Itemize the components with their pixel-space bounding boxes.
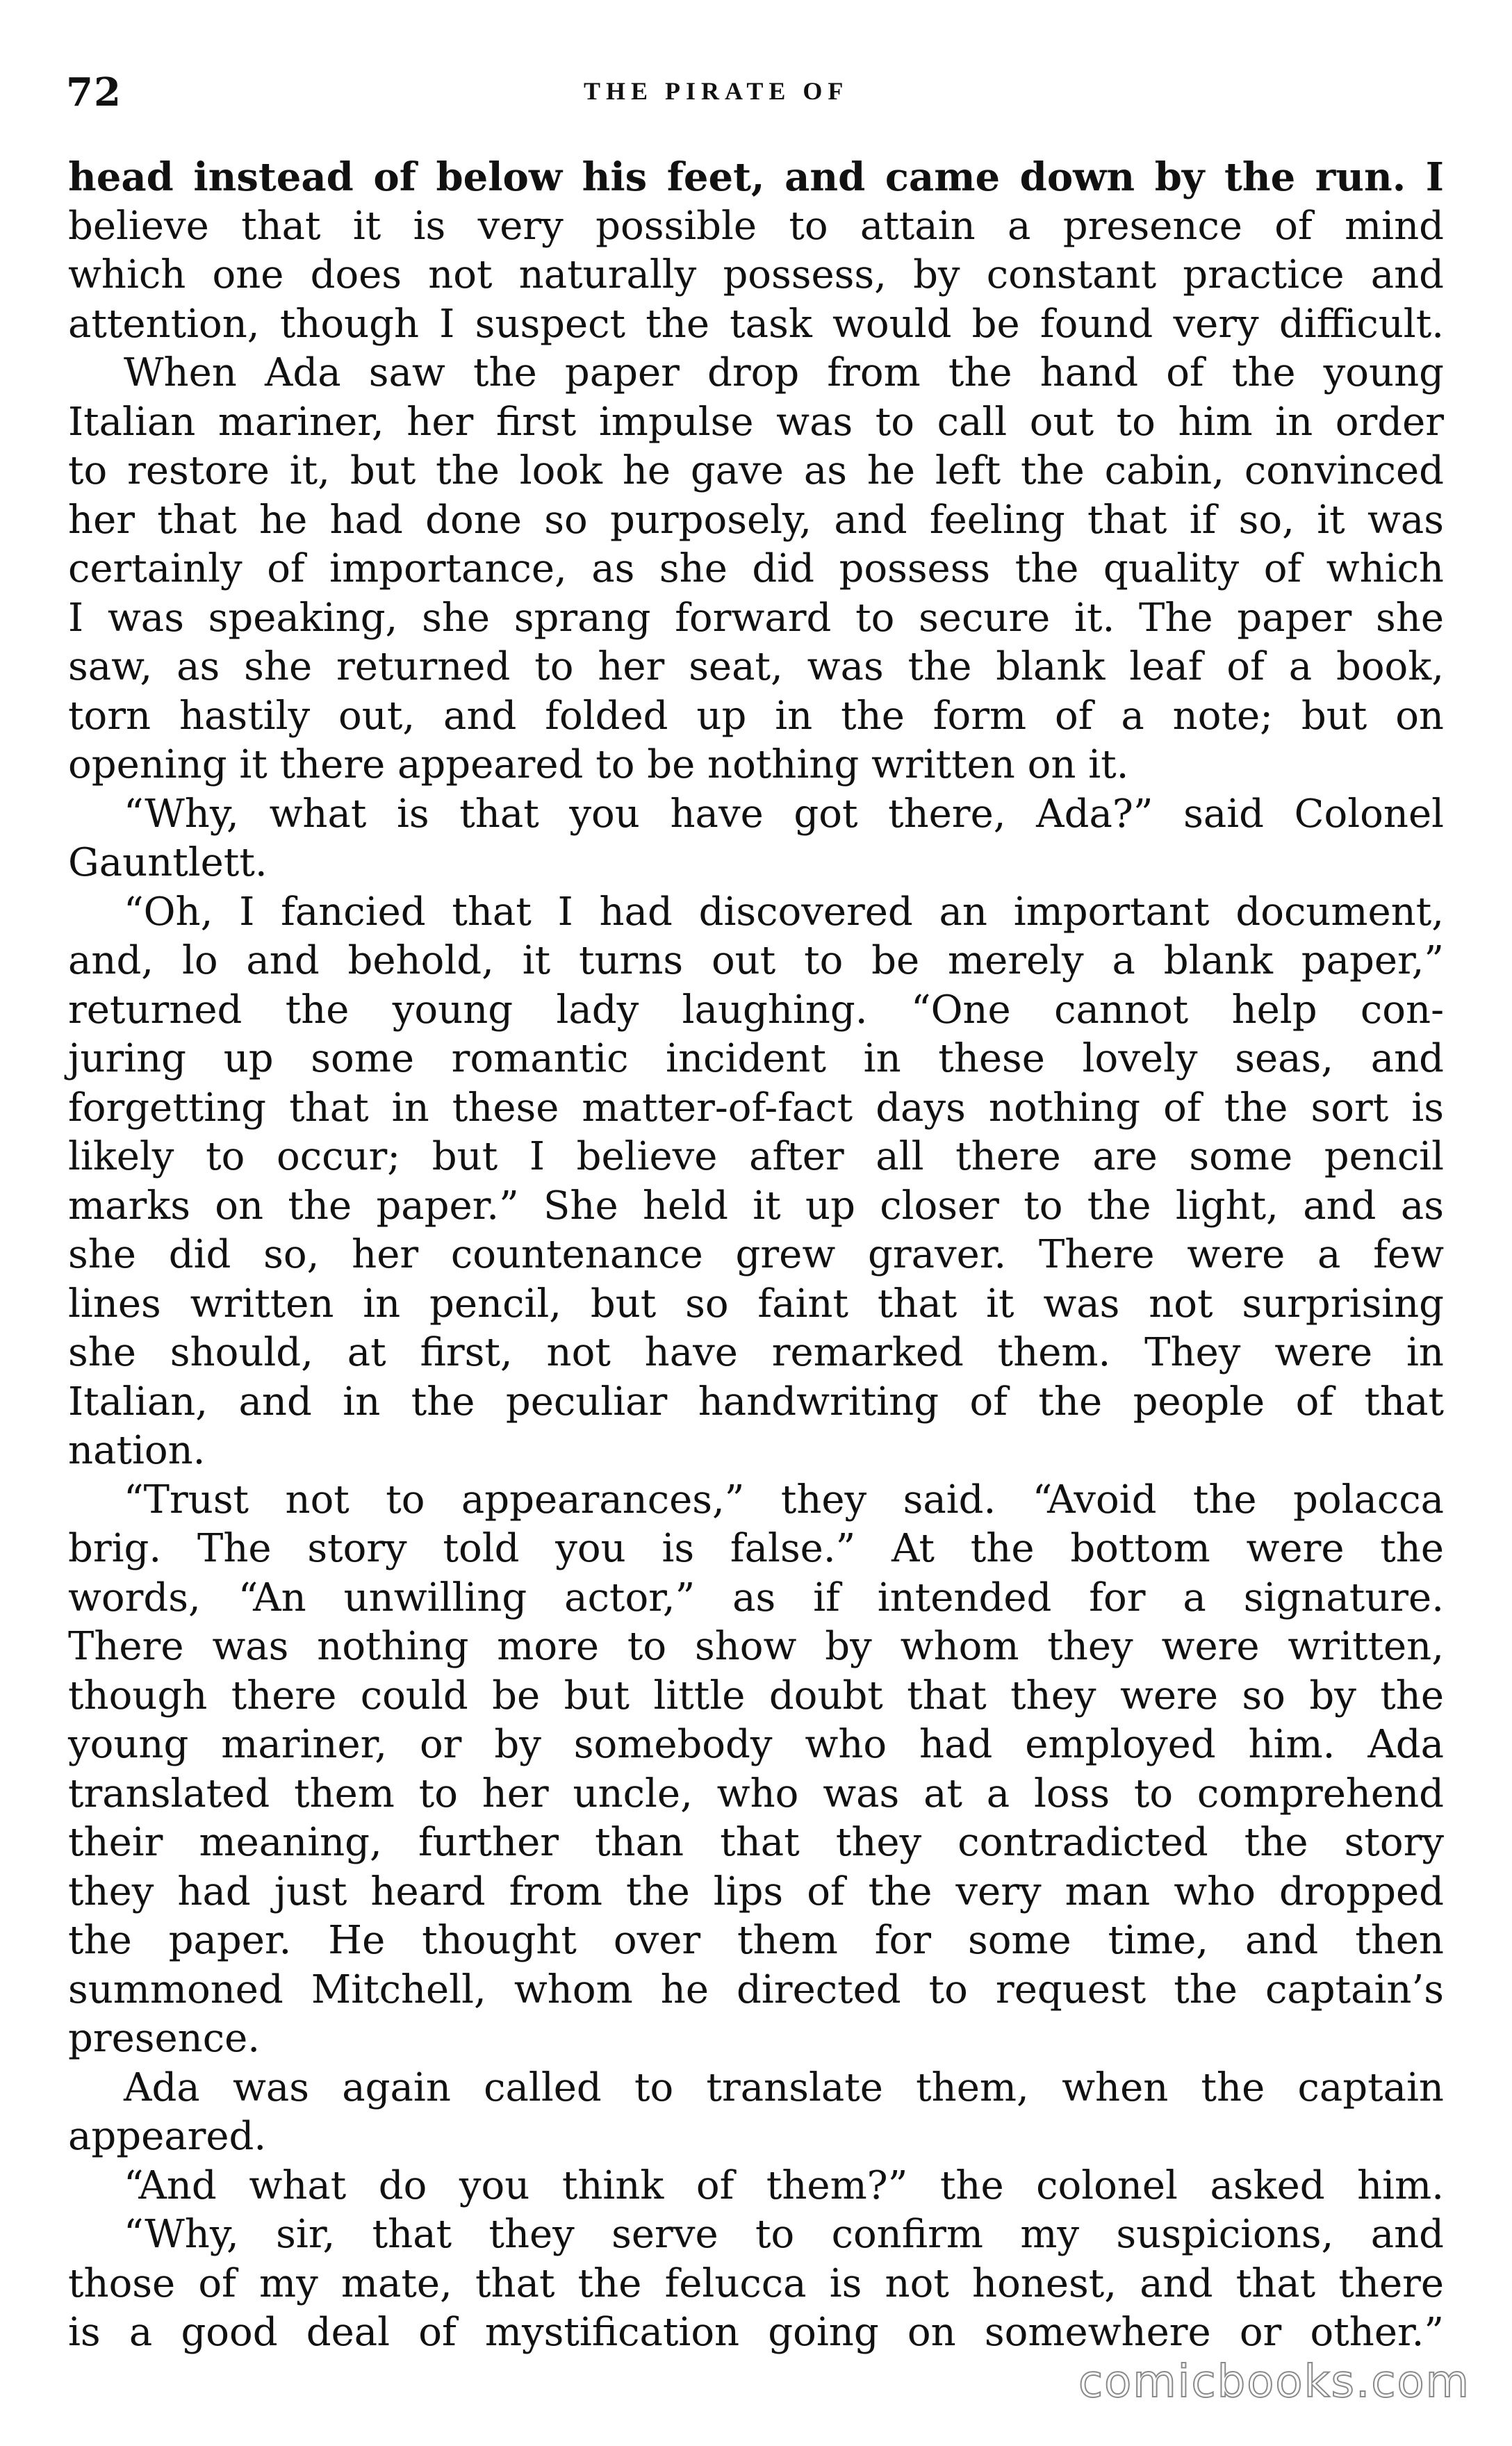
text-line: summoned Mitchell, whom he directed to request the captain’s — [68, 1967, 1444, 2012]
text-line: Ada was again called to translate them, when the captain — [124, 2065, 1444, 2110]
text-line: opening it there appeared to be nothing written on it. — [68, 742, 1129, 787]
text-line: When Ada saw the paper drop from the hand of the young — [124, 350, 1444, 395]
page-number: 72 — [66, 69, 122, 115]
text-line: words, “An unwilling actor,” as if intended for a signature. — [68, 1575, 1444, 1620]
text-line: juring up some romantic incident in these lovely seas, and — [68, 1036, 1444, 1081]
text-line: they had just heard from the lips of the very man who dropped — [68, 1869, 1444, 1914]
text-line: believe that it is very possible to attain a presence of mind — [68, 203, 1444, 249]
text-line: “Oh, I fancied that I had discovered an important document, — [124, 889, 1444, 935]
text-line: to restore it, but the look he gave as he left the cabin, convinced — [68, 448, 1444, 493]
text-line: forgetting that in these matter-of-fact days nothing of the sort is — [68, 1085, 1444, 1131]
text-line: which one does not naturally possess, by constant practice and — [68, 252, 1444, 297]
running-head: THE PIRATE OF — [584, 77, 849, 105]
text-line: and, lo and behold, it turns out to be merely a blank paper,” — [68, 938, 1444, 983]
watermark: comicbooks.com — [1078, 2356, 1470, 2408]
text-line: Gauntlett. — [68, 840, 268, 885]
text-line: likely to occur; but I believe after all there are some pencil — [68, 1134, 1444, 1179]
text-line: appeared. — [68, 2114, 267, 2159]
text-line: attention, though I suspect the task would be found very difficult. — [68, 301, 1444, 347]
text-line: she should, at first, not have remarked them. They were in — [68, 1330, 1444, 1375]
text-line: though there could be but little doubt that they were so by the — [68, 1673, 1444, 1718]
text-line: the paper. He thought over them for some time, and then — [68, 1918, 1444, 1963]
text-line: marks on the paper.” She held it up closer to the light, and as — [68, 1183, 1444, 1229]
text-line: their meaning, further than that they contradicted the story — [68, 1820, 1444, 1865]
text-line: presence. — [68, 2016, 261, 2061]
text-line: “Why, what is that you have got there, Ada?” said Colonel — [124, 791, 1444, 837]
text-line: “And what do you think of them?” the colonel asked him. — [124, 2162, 1444, 2208]
text-line: Italian, and in the peculiar handwriting of the people of that — [68, 1379, 1444, 1425]
text-line: torn hastily out, and folded up in the form of a note; but on — [68, 693, 1444, 739]
text-line: returned the young lady laughing. “One cannot help con- — [68, 987, 1444, 1033]
text-line: I was speaking, she sprang forward to secure it. The paper she — [68, 595, 1444, 641]
text-line: translated them to her uncle, who was at a loss to comprehend — [68, 1771, 1444, 1816]
text-line: young mariner, or by somebody who had employed him. Ada — [68, 1722, 1444, 1767]
text-line: she did so, her countenance grew graver. There were a few — [68, 1232, 1444, 1277]
text-line: “Trust not to appearances,” they said. “Avoid the polacca — [124, 1477, 1444, 1522]
text-line: There was nothing more to show by whom they were written, — [68, 1624, 1444, 1669]
text-line: head instead of below his feet, and came down by the run. I — [68, 154, 1444, 200]
text-line: nation. — [68, 1428, 206, 1473]
text-line: lines written in pencil, but so faint that it was not surprising — [68, 1281, 1444, 1327]
body-text — [68, 153, 1444, 2358]
text-line: “Why, sir, that they serve to confirm my suspicions, and — [124, 2212, 1444, 2257]
text-line: brig. The story told you is false.” At the bottom were the — [68, 1526, 1444, 1571]
text-line: is a good deal of mystification going on somewhere or other.” — [68, 2310, 1444, 2355]
text-line: certainly of importance, as she did possess the quality of which — [68, 546, 1444, 591]
text-line: Italian mariner, her first impulse was to call out to him in order — [68, 399, 1444, 445]
text-line: saw, as she returned to her seat, was the blank leaf of a book, — [68, 644, 1444, 689]
text-line: those of my mate, that the felucca is not honest, and that there — [68, 2260, 1444, 2306]
text-line: her that he had done so purposely, and feeling that if so, it was — [68, 497, 1444, 543]
